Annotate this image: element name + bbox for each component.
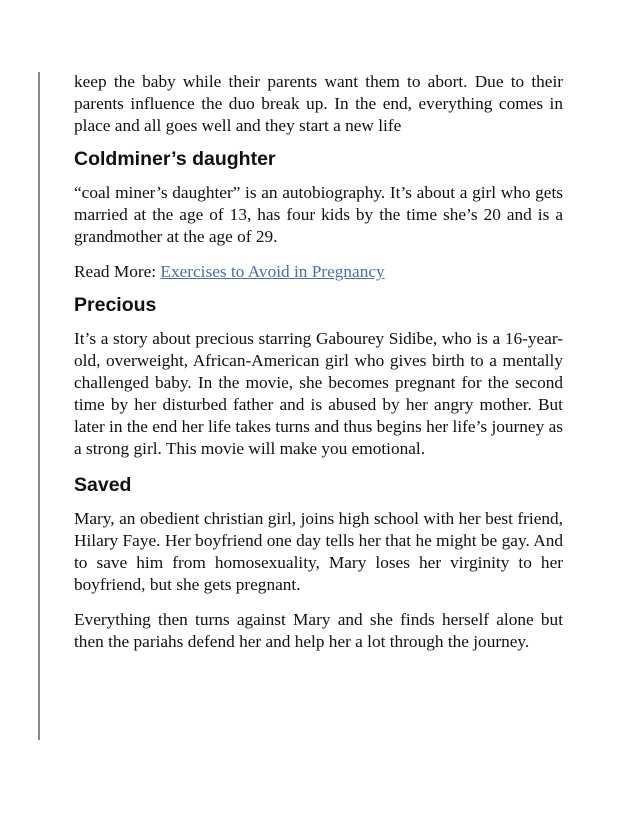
read-more-link[interactable]: Exercises to Avoid in Pregnancy <box>160 262 385 281</box>
coal-miners-daughter-paragraph: “coal miner’s daughter” is an autobiography. It’s about a girl who gets married at the age of 13, has four kids by the time she’s 20 and is a grandmother at the age of 29. <box>74 183 563 246</box>
document-body <box>74 71 563 666</box>
precious-paragraph: It’s a story about precious starring Gabourey Sidibe, who is a 16-year-old, overweight, African-American girl who gives birth to a mentally challenged baby. In the movie, she becomes pregnant for the second time by her disturbed father and is abused by her angry mother. But later in the end her life takes turns and thus begins her life’s journey as a strong girl. This movie will make you emotional. <box>74 329 563 458</box>
coal-miners-daughter-heading: Coldminer’s daughter <box>74 148 276 170</box>
precious-heading: Precious <box>74 294 157 316</box>
read-more-label: Read More: <box>74 262 157 281</box>
saved-paragraph-2: Everything then turns against Mary and she finds herself alone but then the pariahs defend her and help her a lot through the journey. <box>74 610 563 651</box>
saved-heading: Saved <box>74 474 132 496</box>
saved-paragraph-1: Mary, an obedient christian girl, joins high school with her best friend, Hilary Faye. Her boyfriend one day tells her that he might be gay. And to save him from homosexuality, Mary loses her virginity to her boyfriend, but she gets pregnant. <box>74 509 563 594</box>
margin-rule <box>38 72 40 740</box>
read-more-line <box>74 261 563 283</box>
intro-paragraph: keep the baby while their parents want them to abort. Due to their parents influence the duo break up. In the end, everything comes in place and all goes well and they start a new life <box>74 72 563 135</box>
